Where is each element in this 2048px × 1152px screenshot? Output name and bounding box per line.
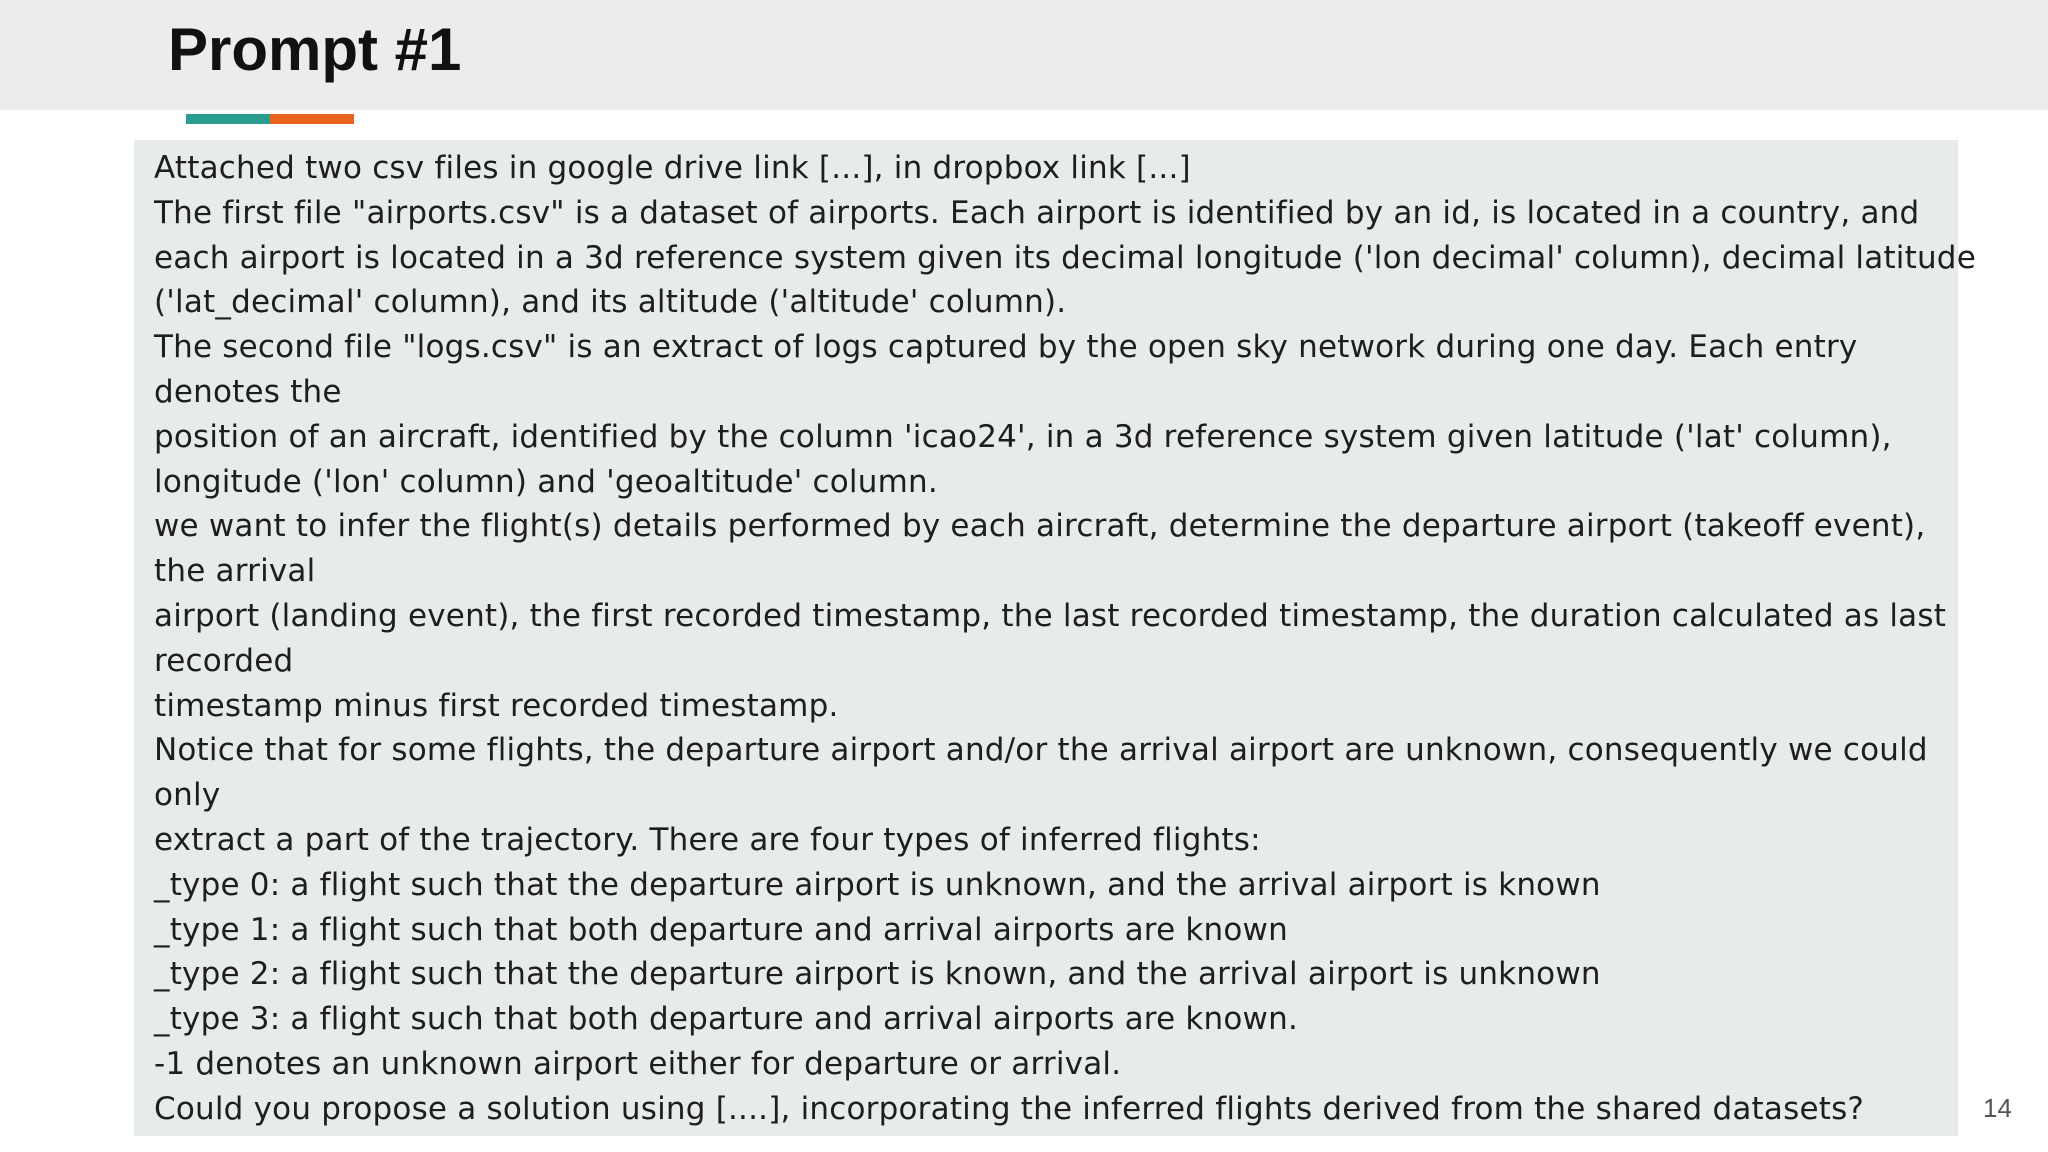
prompt-line-4: ('lat_decimal' column), and its altitude ('altitude' column). (154, 284, 1067, 321)
prompt-line-10: the arrival (154, 553, 316, 590)
title-accent-orange (270, 114, 354, 124)
prompt-line-15: only (154, 777, 221, 814)
prompt-line-2: The first file "airports.csv" is a dataset of airports. Each airport is identified by an id, is located in a country, and (154, 194, 1920, 231)
prompt-line-9: we want to infer the flight(s) details performed by each aircraft, determine the departure airport (takeoff event), (154, 508, 1926, 545)
prompt-line-3: each airport is located in a 3d reference system given its decimal longitude ('lon decimal' column), decimal latitude (154, 239, 1976, 276)
prompt-line-6: denotes the (154, 373, 342, 410)
prompt-line-11: airport (landing event), the first recorded timestamp, the last recorded timestamp, the duration calculated as last (154, 597, 1947, 634)
prompt-line-18: _type 1: a flight such that both departure and arrival airports are known (154, 911, 1288, 948)
prompt-line-13: timestamp minus first recorded timestamp. (154, 687, 839, 724)
prompt-line-17: _type 0: a flight such that the departure airport is unknown, and the arrival airport is known (154, 866, 1601, 903)
prompt-text-box (134, 140, 1976, 1136)
prompt-line-1: Attached two csv files in google drive link [...], in dropbox link [...] (154, 150, 1191, 186)
prompt-line-22: Could you propose a solution using [....], incorporating the inferred flights derived from the shared datasets? (154, 1090, 1865, 1127)
prompt-line-20: _type 3: a flight such that both departure and arrival airports are known. (154, 1001, 1299, 1038)
page-number: 14 (1983, 1093, 2012, 1123)
slide-title: Prompt #1 (168, 16, 462, 83)
prompt-line-5: The second file "logs.csv" is an extract of logs captured by the open sky network during one day. Each entry (154, 329, 1858, 366)
prompt-line-8: longitude ('lon' column) and 'geoaltitude' column. (154, 463, 938, 500)
title-accent-teal (186, 114, 270, 124)
prompt-line-21: -1 denotes an unknown airport either for departure or arrival. (154, 1045, 1122, 1082)
prompt-line-14: Notice that for some flights, the departure airport and/or the arrival airport are unknown, consequently we could (154, 732, 1928, 769)
prompt-line-16: extract a part of the trajectory. There are four types of inferred flights: (154, 821, 1261, 858)
prompt-line-12: recorded (154, 642, 294, 679)
prompt-line-19: _type 2: a flight such that the departure airport is known, and the arrival airport is unknown (154, 956, 1601, 993)
prompt-line-7: position of an aircraft, identified by the column 'icao24', in a 3d reference system given latitude ('lat' column), (154, 418, 1892, 455)
